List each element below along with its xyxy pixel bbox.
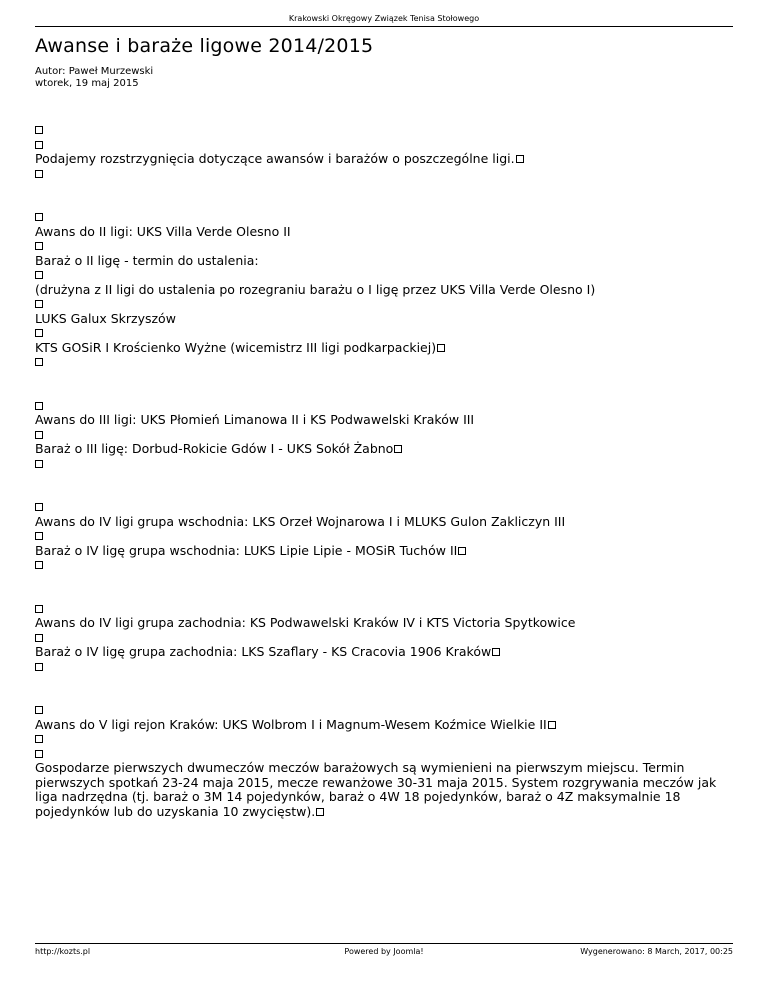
article-body <box>35 123 733 819</box>
section-ii-liga-awans: Awans do II ligi: UKS Villa Verde Olesno II <box>35 223 291 239</box>
section-iii-liga-awans: Awans do III ligi: UKS Płomień Limanowa II i KS Podwawelski Kraków III <box>35 412 475 427</box>
missing-glyph-box <box>35 561 43 569</box>
missing-glyph-box <box>35 532 43 540</box>
footer-url-link[interactable]: http://kozts.pl <box>35 947 91 956</box>
missing-glyph-box <box>35 503 43 511</box>
section-iv-wschod-baraz: Baraż o IV ligę grupa wschodnia: LUKS Lipie Lipie - MOSiR Tuchów II <box>35 542 458 558</box>
section-ii-liga-note: (drużyna z II ligi do ustalenia po rozegraniu barażu o I ligę przez UKS Villa Verde Olesno I) <box>35 281 596 297</box>
section-iv-zachod-awans: Awans do IV ligi grupa zachodnia: KS Podwawelski Kraków IV i KTS Victoria Spytkowice <box>35 615 576 630</box>
section-iii-liga-baraz: Baraż o III ligę: Dorbud-Rokicie Gdów I - UKS Sokół Żabno <box>35 441 394 456</box>
missing-glyph-box <box>548 721 556 729</box>
footer-divider <box>35 943 733 944</box>
missing-glyph-box <box>35 735 43 743</box>
section-iv-zachod-baraz: Baraż o IV ligę grupa zachodnia: LKS Szaflary - KS Cracovia 1906 Kraków <box>35 644 492 659</box>
missing-glyph-box <box>35 634 43 642</box>
article-title: Awanse i baraże ligowe 2014/2015 <box>35 35 374 57</box>
missing-glyph-box <box>437 344 445 352</box>
missing-glyph-box <box>35 329 43 337</box>
missing-glyph-box <box>394 445 402 453</box>
section-ii-liga-team-2: KTS GOSiR I Krościenko Wyżne (wicemistrz III ligi podkarpackiej) <box>35 339 437 355</box>
section-iv-wschod-awans: Awans do IV ligi grupa wschodnia: LKS Orzeł Wojnarowa I i MLUKS Gulon Zakliczyn III <box>35 513 566 529</box>
missing-glyph-box <box>35 750 43 758</box>
closing-paragraph: Gospodarze pierwszych dwumeczów meczów barażowych są wymienieni na pierwszym miejscu. Termin pierwszych spotkań 23-24 maja 2015, mecze rewanżowe 30-31 maja 2015. System rozgrywania meczów jak liga nadrzędna (tj. baraż o 3M 14 pojedynków, baraż o 4W 18 pojedynków, baraż o 4Z maksymalnie 18 pojedynków lub do uzyskania 10 zwycięstw). <box>35 760 717 819</box>
missing-glyph-box <box>458 547 466 555</box>
missing-glyph-box <box>35 300 43 308</box>
missing-glyph-box <box>35 170 43 178</box>
missing-glyph-box <box>35 358 43 366</box>
missing-glyph-box <box>35 460 43 468</box>
missing-glyph-box <box>35 213 43 221</box>
missing-glyph-box <box>35 126 43 134</box>
section-ii-liga-team-1: LUKS Galux Skrzyszów <box>35 310 176 326</box>
article-meta <box>35 66 153 90</box>
missing-glyph-box <box>316 808 324 816</box>
footer-generated: Wygenerowano: 8 March, 2017, 00:25 <box>580 947 733 956</box>
site-header: Krakowski Okręgowy Związek Tenisa Stołowego <box>288 14 480 23</box>
missing-glyph-box <box>35 402 43 410</box>
article-date: wtorek, 19 maj 2015 <box>35 78 139 89</box>
footer-powered-by: Powered by Joomla! <box>344 947 424 956</box>
article-author: Autor: Paweł Murzewski <box>35 66 154 77</box>
missing-glyph-box <box>35 141 43 149</box>
missing-glyph-box <box>492 648 500 656</box>
missing-glyph-box <box>35 271 43 279</box>
missing-glyph-box <box>35 242 43 250</box>
missing-glyph-box <box>35 706 43 714</box>
missing-glyph-box <box>516 155 524 163</box>
section-ii-liga-baraz: Baraż o II ligę - termin do ustalenia: <box>35 252 259 268</box>
intro-text: Podajemy rozstrzygnięcia dotyczące awansów i barażów o poszczególne ligi. <box>35 151 515 166</box>
missing-glyph-box <box>35 663 43 671</box>
missing-glyph-box <box>35 605 43 613</box>
missing-glyph-box <box>35 431 43 439</box>
section-v-krakow-awans: Awans do V ligi rejon Kraków: UKS Wolbrom I i Magnum-Wesem Koźmice Wielkie II <box>35 716 547 732</box>
header-divider <box>35 26 733 27</box>
